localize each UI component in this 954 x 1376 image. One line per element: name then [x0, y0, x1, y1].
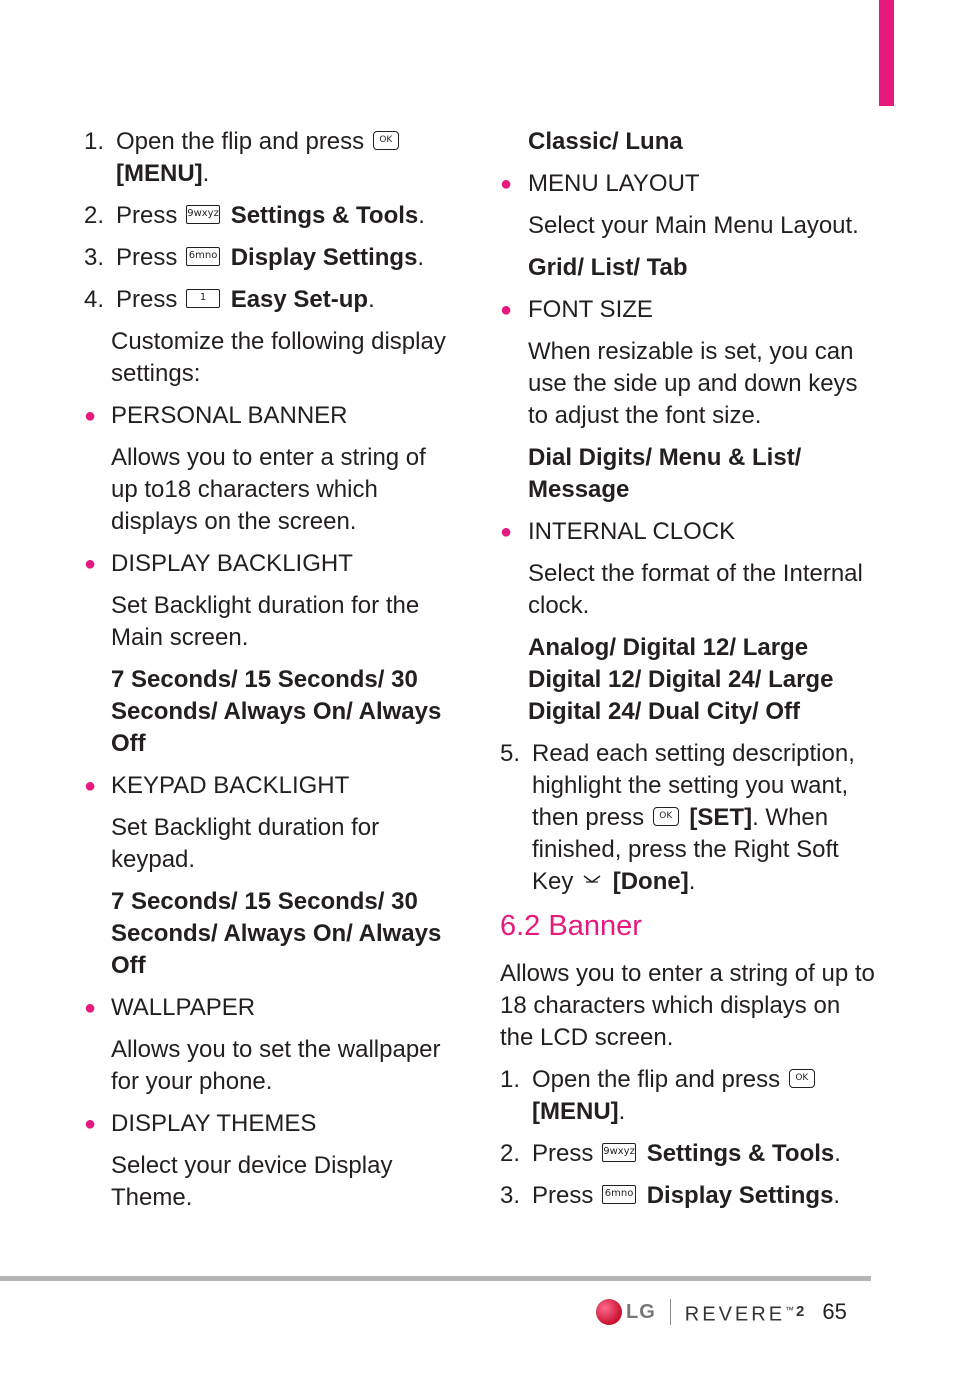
banner-step-3: 3. Press 6mno Display Settings. [500, 1182, 841, 1209]
step-4: 4. Press 1 Easy Set-up. [84, 286, 375, 313]
key-9-icon: 9wxyz [186, 205, 220, 224]
banner-step-1: 1. Open the flip and press OK [MENU]. [500, 1064, 875, 1128]
step-1: 1. Open the flip and press OK [MENU]. [84, 126, 454, 190]
bullet-dot-icon: ● [84, 775, 97, 797]
step-5: 5. Read each setting description, highlight the setting you want, then press OK [SET]. When finished, press the Right Soft Key [Done]. [500, 740, 855, 895]
bullet-menu-layout: ● MENU LAYOUT [500, 168, 875, 200]
footer-separator [670, 1299, 671, 1325]
theme-options: Classic/ Luna [528, 128, 683, 155]
bullet-dot-icon: ● [500, 173, 513, 195]
key-9-icon: 9wxyz [602, 1143, 636, 1162]
bullet-display-backlight: ● DISPLAY BACKLIGHT [84, 548, 454, 580]
bullet-dot-icon: ● [84, 997, 97, 1019]
banner-step-2: 2. Press 9wxyz Settings & Tools. [500, 1140, 841, 1167]
page-footer [596, 1294, 847, 1330]
bullet-dot-icon: ● [84, 405, 97, 427]
ok-key-icon: OK [653, 807, 679, 826]
ok-key-icon: OK [373, 131, 399, 150]
lg-logo-icon [596, 1299, 622, 1325]
bullet-dot-icon: ● [84, 1113, 97, 1135]
key-6-icon: 6mno [186, 247, 220, 266]
brand-name: REVERE™ [684, 1303, 795, 1326]
step-2: 2. Press 9wxyz Settings & Tools. [84, 202, 425, 229]
right-soft-key-icon [582, 872, 602, 889]
key-1-icon: 1 [186, 289, 220, 308]
footer-divider [0, 1276, 871, 1281]
model-number: 2 [796, 1303, 805, 1320]
right-column: Classic/ Luna ● MENU LAYOUT Select your Main Menu Layout. Grid/ List/ Tab ● FONT SIZE When resizable is set, you can use the side up and down keys to adjust the font size. Dial Digits/ Menu & List/ Message ● INTERNAL CLOCK Select the format of the Internal clock. Analog/ Digital 12/ Large Digital 12/ Digital 24/ Large Digital 24/ Dual City/ Off 5. Read each setting description, highlight the setting you want, then press OK [SET]. When finished, press the Right Soft Key [Done]. 6.2 Banner Allows you to enter a string of up to 18 characters which displays on the LCD screen. 1. Open the flip and press OK [MENU]. 2. Press 9wxyz Settings & Tools. 3. Press 6mno Display Settings. [500, 126, 875, 1222]
section-heading-banner: 6.2 Banner [500, 910, 642, 942]
bullet-font-size: ● FONT SIZE [500, 294, 875, 326]
bullet-keypad-backlight: ● KEYPAD BACKLIGHT [84, 770, 454, 802]
bullet-wallpaper: ● WALLPAPER [84, 992, 454, 1024]
intro-text: Customize the following display settings: [111, 328, 446, 387]
lg-logo: LG [596, 1296, 656, 1328]
bullet-dot-icon: ● [500, 299, 513, 321]
ok-key-icon: OK [789, 1069, 815, 1088]
bullet-internal-clock: ● INTERNAL CLOCK [500, 516, 875, 548]
section-description: Allows you to enter a string of up to 18 characters which displays on the LCD screen. [500, 960, 875, 1051]
page-number: 65 [822, 1299, 847, 1324]
menu-command: [MENU] [116, 160, 203, 187]
step-3: 3. Press 6mno Display Settings. [84, 244, 425, 271]
bullet-personal-banner: ● PERSONAL BANNER [84, 400, 454, 432]
bullet-dot-icon: ● [84, 553, 97, 575]
key-6-icon: 6mno [602, 1185, 636, 1204]
bullet-dot-icon: ● [500, 521, 513, 543]
bullet-display-themes: ● DISPLAY THEMES [84, 1108, 454, 1140]
left-column: 1. Open the flip and press OK [MENU]. 2. Press 9wxyz Settings & Tools. 3. Press 6mno Display Settings. 4. Press 1 Easy Set-up. Customize the following display settings: ● PERSONAL BANNER Allows you to enter a string of up to18 characters which displays on the screen. ● DISPLAY BACKLIGHT Set Backlight duration for the Main screen. 7 Seconds/ 15 Seconds/ 30 Seconds/ Always On/ Always Off ● KEYPAD BACKLIGHT Set Backlight duration for keypad. 7 Seconds/ 15 Seconds/ 30 Seconds/ Always On/ Always Off ● WALLPAPER Allows you to set the wallpaper for your phone. ● DISPLAY THEMES Select your device Display Theme. [84, 126, 454, 1224]
chapter-tab [879, 0, 894, 106]
